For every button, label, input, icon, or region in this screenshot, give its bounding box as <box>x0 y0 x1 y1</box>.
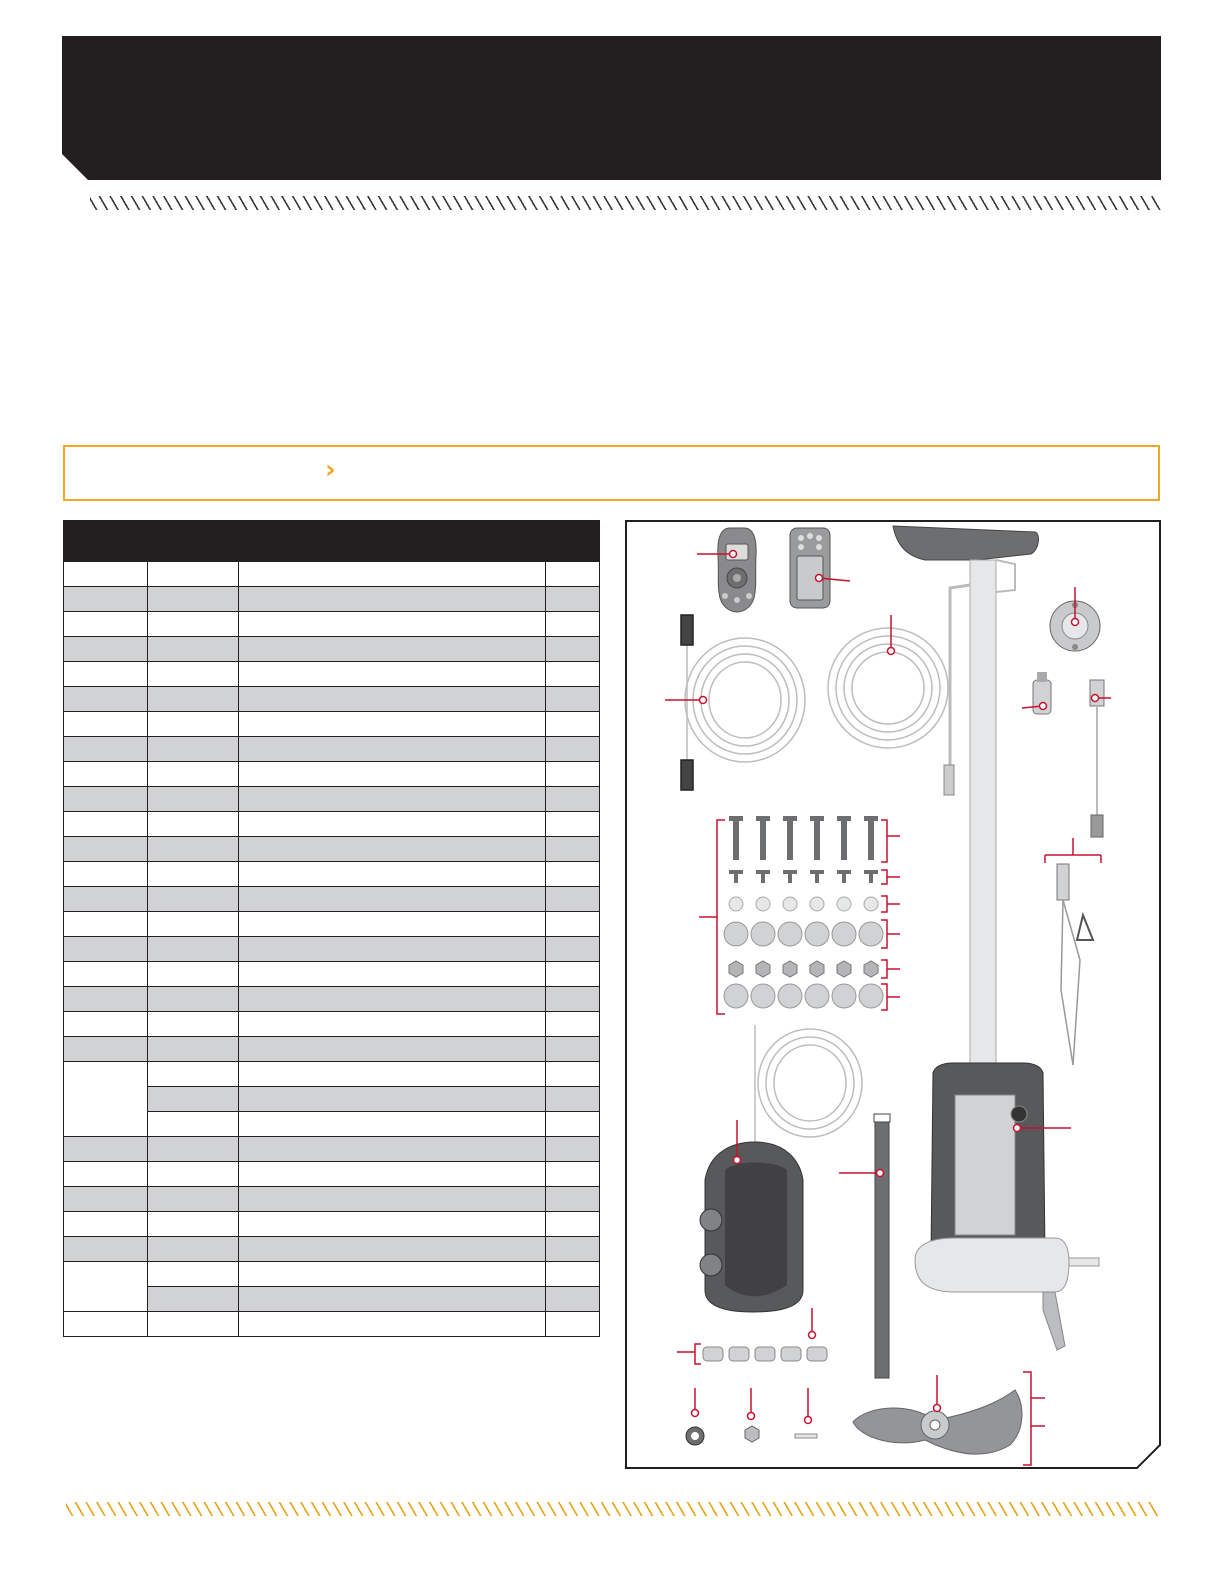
remote-control-icon <box>718 528 756 612</box>
table-cell-description <box>239 612 546 637</box>
table-row <box>64 1262 600 1287</box>
table-cell-part-number <box>148 787 239 812</box>
header-hatch-divider <box>90 196 1161 210</box>
table-cell-part-number <box>148 862 239 887</box>
table-cell-part-number <box>148 637 239 662</box>
table-cell-part-number <box>148 1012 239 1037</box>
table-cell-qty <box>546 1087 600 1112</box>
table-cell-part-number <box>148 812 239 837</box>
table-cell-part-number <box>148 587 239 612</box>
table-row <box>64 1137 600 1162</box>
table-cell-qty <box>546 662 600 687</box>
table-cell-description <box>239 1262 546 1287</box>
table-cell-ref <box>64 1037 148 1062</box>
table-cell-ref <box>64 787 148 812</box>
table-cell-description <box>239 1312 546 1337</box>
table-row <box>64 1237 600 1262</box>
header-cell-4 <box>546 521 600 562</box>
table-cell-ref <box>64 912 148 937</box>
parts-table <box>63 520 600 1337</box>
table-cell-qty <box>546 862 600 887</box>
table-cell-description <box>239 912 546 937</box>
table-cell-ref <box>64 1012 148 1037</box>
table-cell-qty <box>546 962 600 987</box>
table-cell-ref <box>64 862 148 887</box>
table-row <box>64 762 600 787</box>
table-cell-description <box>239 962 546 987</box>
table-cell-ref <box>64 1312 148 1337</box>
table-cell-qty <box>546 712 600 737</box>
table-row <box>64 887 600 912</box>
table-cell-part-number <box>148 1037 239 1062</box>
table-cell-qty <box>546 912 600 937</box>
parts-diagram <box>625 520 1162 1482</box>
table-cell-ref <box>64 712 148 737</box>
table-cell-qty <box>546 1312 600 1337</box>
table-cell-description <box>239 887 546 912</box>
table-cell-description <box>239 1187 546 1212</box>
table-row <box>64 737 600 762</box>
table-cell-ref <box>64 637 148 662</box>
table-cell-ref <box>64 887 148 912</box>
table-cell-part-number <box>148 737 239 762</box>
table-cell-part-number <box>148 962 239 987</box>
table-cell-part-number <box>148 1137 239 1162</box>
table-cell-qty <box>546 812 600 837</box>
table-row <box>64 1012 600 1037</box>
table-cell-part-number <box>148 1187 239 1212</box>
table-cell-part-number <box>148 687 239 712</box>
table-cell-qty <box>546 1287 600 1312</box>
table-cell-ref <box>64 1212 148 1237</box>
table-row <box>64 962 600 987</box>
table-row <box>64 1187 600 1212</box>
header-cell-2 <box>148 521 239 562</box>
table-row <box>64 862 600 887</box>
table-row <box>64 662 600 687</box>
table-cell-description <box>239 762 546 787</box>
table-cell-qty <box>546 1037 600 1062</box>
table-cell-ref <box>64 1237 148 1262</box>
header-cell-1 <box>64 521 148 562</box>
header-cell-3 <box>239 521 546 562</box>
table-cell-description <box>239 587 546 612</box>
table-row <box>64 587 600 612</box>
table-cell-description <box>239 637 546 662</box>
table-cell-part-number <box>148 1312 239 1337</box>
table-cell-part-number <box>148 562 239 587</box>
table-row <box>64 1212 600 1237</box>
table-cell-description <box>239 1137 546 1162</box>
table-cell-ref <box>64 1137 148 1162</box>
table-cell-part-number <box>148 712 239 737</box>
table-cell-part-number <box>148 1287 239 1312</box>
table-cell-description <box>239 687 546 712</box>
table-cell-qty <box>546 562 600 587</box>
parts-table-header <box>64 521 600 562</box>
table-row <box>64 937 600 962</box>
table-cell-qty <box>546 1212 600 1237</box>
table-cell-description <box>239 937 546 962</box>
table-cell-ref <box>64 987 148 1012</box>
table-cell-ref <box>64 812 148 837</box>
clip-icon <box>703 1347 827 1361</box>
table-cell-ref <box>64 587 148 612</box>
table-cell-part-number <box>148 987 239 1012</box>
chevron-right-icon: › <box>325 455 336 485</box>
table-row <box>64 562 600 587</box>
table-row <box>64 1162 600 1187</box>
table-cell-qty <box>546 587 600 612</box>
table-row <box>64 837 600 862</box>
table-row <box>64 612 600 637</box>
table-cell-part-number <box>148 1112 239 1137</box>
footer-hatch-divider <box>66 1502 1158 1516</box>
drive-pin-icon <box>795 1434 817 1438</box>
table-cell-qty <box>546 762 600 787</box>
table-cell-ref <box>64 962 148 987</box>
table-cell-part-number <box>148 1062 239 1087</box>
table-cell-ref <box>64 837 148 862</box>
header-banner <box>62 36 1161 180</box>
table-cell-ref <box>64 937 148 962</box>
table-cell-qty <box>546 612 600 637</box>
table-cell-qty <box>546 1237 600 1262</box>
table-cell-ref <box>64 562 148 587</box>
table-cell-part-number <box>148 1237 239 1262</box>
table-cell-qty <box>546 1262 600 1287</box>
table-cell-ref <box>64 1262 148 1312</box>
notice-box <box>63 445 1160 501</box>
table-cell-description <box>239 862 546 887</box>
table-cell-description <box>239 837 546 862</box>
table-cell-qty <box>546 687 600 712</box>
table-cell-description <box>239 712 546 737</box>
table-cell-part-number <box>148 912 239 937</box>
table-cell-part-number <box>148 662 239 687</box>
table-cell-part-number <box>148 837 239 862</box>
table-cell-part-number <box>148 887 239 912</box>
table-cell-description <box>239 987 546 1012</box>
table-cell-description <box>239 562 546 587</box>
mounting-strap-icon <box>874 1114 890 1378</box>
table-cell-ref <box>64 687 148 712</box>
table-cell-part-number <box>148 937 239 962</box>
table-cell-description <box>239 1287 546 1312</box>
table-cell-description <box>239 787 546 812</box>
table-row <box>64 637 600 662</box>
table-row <box>64 912 600 937</box>
table-cell-description <box>239 1112 546 1137</box>
table-cell-part-number <box>148 1162 239 1187</box>
table-cell-ref <box>64 762 148 787</box>
table-cell-part-number <box>148 1087 239 1112</box>
table-cell-part-number <box>148 1212 239 1237</box>
table-cell-description <box>239 1062 546 1087</box>
table-row <box>64 1037 600 1062</box>
table-cell-description <box>239 737 546 762</box>
table-cell-description <box>239 812 546 837</box>
table-cell-ref <box>64 612 148 637</box>
table-cell-description <box>239 1162 546 1187</box>
table-cell-qty <box>546 1187 600 1212</box>
table-cell-qty <box>546 1012 600 1037</box>
table-row <box>64 987 600 1012</box>
table-cell-part-number <box>148 762 239 787</box>
table-row <box>64 687 600 712</box>
table-cell-description <box>239 1087 546 1112</box>
table-cell-description <box>239 1212 546 1237</box>
table-cell-qty <box>546 1137 600 1162</box>
table-cell-qty <box>546 937 600 962</box>
table-cell-qty <box>546 1112 600 1137</box>
table-cell-ref <box>64 662 148 687</box>
table-cell-description <box>239 1012 546 1037</box>
table-cell-description <box>239 662 546 687</box>
table-cell-qty <box>546 737 600 762</box>
table-cell-qty <box>546 1162 600 1187</box>
table-cell-qty <box>546 887 600 912</box>
table-cell-description <box>239 1237 546 1262</box>
table-row <box>64 1062 600 1087</box>
prop-nut-icon <box>686 1427 704 1445</box>
table-cell-ref <box>64 1062 148 1137</box>
table-cell-qty <box>546 637 600 662</box>
table-cell-part-number <box>148 1262 239 1287</box>
table-cell-description <box>239 1037 546 1062</box>
prop-washer-icon <box>745 1426 759 1442</box>
table-row <box>64 712 600 737</box>
table-row <box>64 812 600 837</box>
table-row <box>64 787 600 812</box>
table-cell-qty <box>546 837 600 862</box>
table-cell-qty <box>546 787 600 812</box>
table-cell-qty <box>546 1062 600 1087</box>
table-cell-qty <box>546 987 600 1012</box>
handheld-display-icon <box>790 528 830 608</box>
table-cell-ref <box>64 737 148 762</box>
table-row <box>64 1312 600 1337</box>
table-cell-ref <box>64 1162 148 1187</box>
table-cell-ref <box>64 1187 148 1212</box>
table-cell-part-number <box>148 612 239 637</box>
